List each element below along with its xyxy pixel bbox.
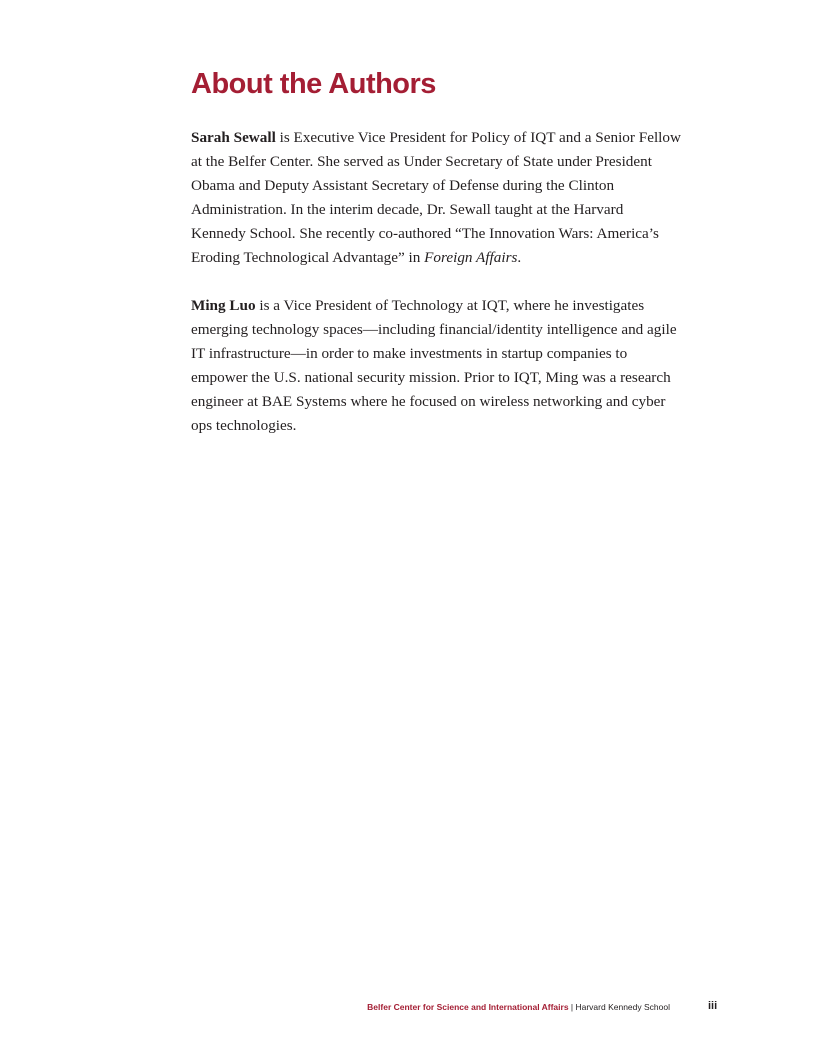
author-bio-sarah-sewall	[191, 126, 681, 270]
footer-separator: |	[568, 1002, 576, 1012]
page-title: About the Authors	[191, 68, 436, 100]
publication-title: Foreign Affairs	[424, 249, 518, 266]
author-bio-text: is Executive Vice President for Policy of IQT and a Senior Fellow at the Belfer Center. She served as Under Secretary of State under President Obama and Deputy Assistant Secretary of Defense during the Clinton Administration. In the interim decade, Dr. Sewall taught at the Harvard Kennedy School. She recently co-authored “The Innovation Wars: America’s Eroding Technological Advantage” in	[191, 129, 681, 266]
author-bio-text: is a Vice President of Technology at IQT, where he investigates emerging technology spaces—including financial/identity intelligence and agile IT infrastructure—in order to make investments in startup companies to empower the U.S. national security mission. Prior to IQT, Ming was a research engineer at BAE Systems where he focused on wireless networking and cyber ops technologies.	[191, 297, 677, 434]
author-bio-ming-luo	[191, 294, 681, 438]
author-bio-end: .	[517, 249, 522, 266]
author-name: Ming Luo	[191, 297, 256, 314]
author-name: Sarah Sewall	[191, 129, 276, 146]
page-footer	[367, 1001, 670, 1013]
footer-school: Harvard Kennedy School	[575, 1002, 670, 1012]
page-number: iii	[708, 1000, 718, 1012]
footer-organization: Belfer Center for Science and International Affairs	[367, 1002, 569, 1012]
